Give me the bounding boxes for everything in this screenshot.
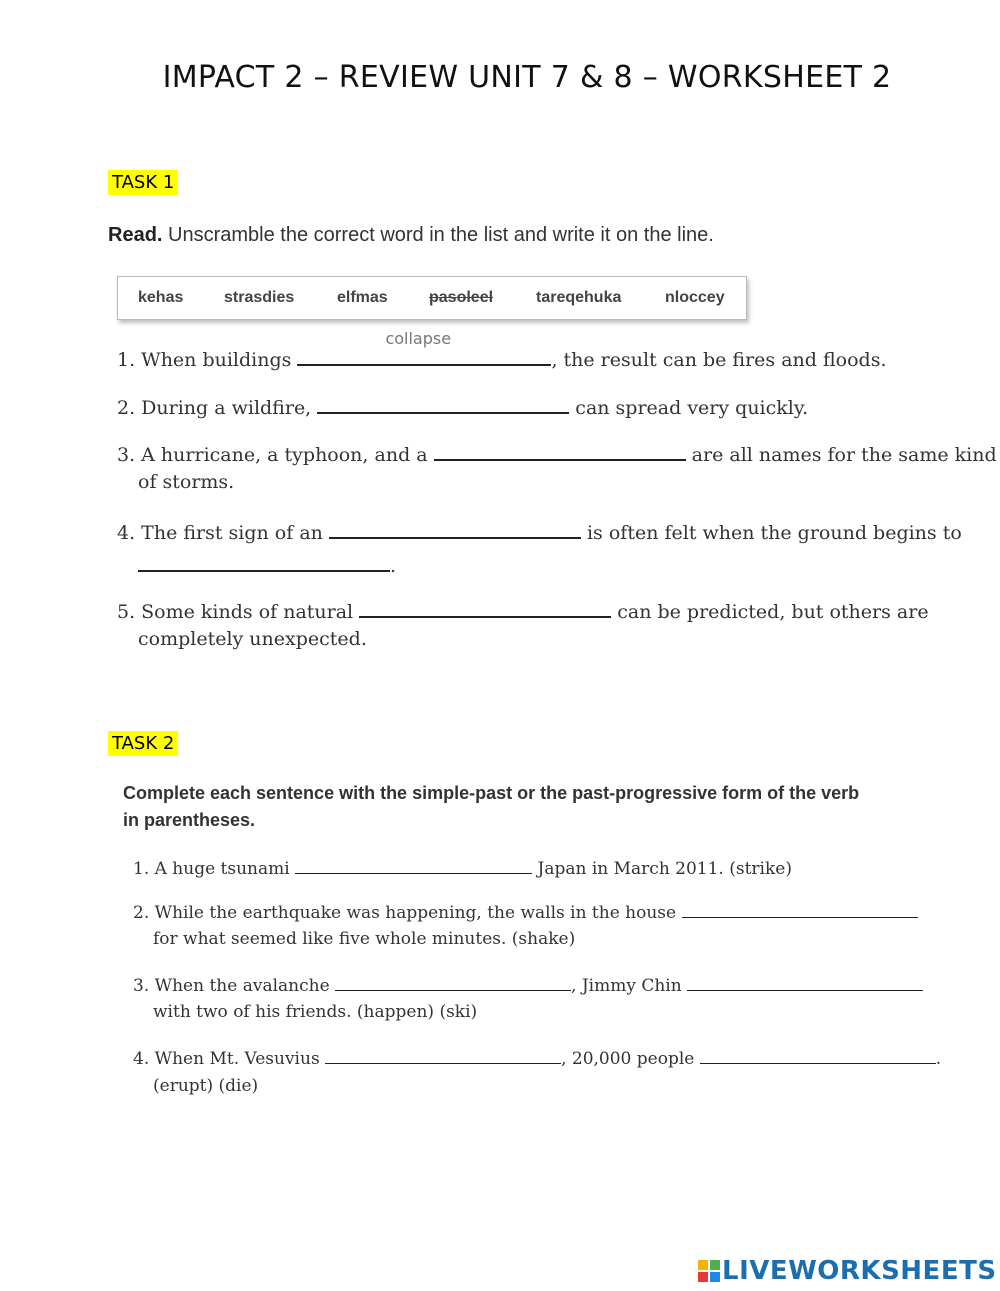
task1-instruction-bold: Read. [108, 224, 163, 246]
filled-answer: collapse [385, 329, 452, 348]
liveworksheets-logo [698, 1256, 997, 1286]
item-text: 3. A hurricane, a typhoon, and a [117, 444, 434, 466]
item-text: can spread very quickly. [569, 397, 809, 419]
item-text: , the result can be fires and floods. [551, 349, 887, 371]
item-text: , Jimmy Chin [571, 976, 688, 996]
item-text: 5. Some kinds of natural [117, 601, 360, 623]
answer-blank-t2-1[interactable] [295, 856, 532, 874]
task1-item-2 [117, 393, 808, 419]
word-bank-item: nloccey [665, 289, 725, 306]
task1-label: TASK 1 [108, 170, 178, 195]
answer-blank-t2-6[interactable] [700, 1046, 936, 1064]
word-bank [117, 276, 747, 320]
item-text: Japan in March 2011. (strike) [532, 859, 792, 879]
task1-item-4-cont [138, 551, 396, 577]
word-bank-item: tareqehuka [536, 289, 622, 306]
answer-blank-4[interactable] [329, 518, 581, 539]
task1-instruction-text: Unscramble the correct word in the list and write it on the line. [162, 224, 714, 246]
answer-blank-t2-2[interactable] [682, 900, 918, 918]
task2-item-2 [133, 900, 918, 923]
task1-item-3-cont: of storms. [138, 471, 235, 493]
task2-label: TASK 2 [108, 731, 178, 756]
item-text: can be predicted, but others are [611, 601, 929, 623]
answer-blank-1[interactable] [297, 329, 551, 366]
word-bank-item: elfmas [337, 289, 388, 306]
word-bank-item: strasdies [224, 289, 295, 306]
task1-item-5-cont: completely unexpected. [138, 628, 367, 650]
item-text: . [390, 555, 397, 577]
item-text: are all names for the same kind [685, 444, 997, 466]
item-text: 4. When Mt. Vesuvius [133, 1049, 326, 1069]
item-text: 1. When buildings [117, 349, 298, 371]
item-text: 1. A huge tsunami [133, 859, 296, 879]
answer-blank-t2-5[interactable] [325, 1046, 561, 1064]
word-bank-item-used: pasoleel [429, 289, 494, 306]
task2-item-2-cont: for what seemed like five whole minutes. (shake) [153, 929, 576, 949]
answer-blank-2[interactable] [317, 393, 569, 414]
answer-blank-6[interactable] [359, 597, 611, 618]
task1-item-1 [117, 329, 887, 371]
answer-blank-3[interactable] [434, 440, 686, 461]
item-text: 2. While the earthquake was happening, the walls in the house [133, 903, 682, 923]
task2-instruction-1: Complete each sentence with the simple-past or the past-progressive form of the verb [123, 783, 860, 803]
task1-item-4 [117, 518, 962, 544]
answer-blank-5[interactable] [138, 551, 390, 572]
liveworksheets-logo-icon [698, 1260, 720, 1282]
task1-instruction [108, 224, 714, 247]
worksheet-title: IMPACT 2 – REVIEW UNIT 7 & 8 – WORKSHEET 2 [162, 60, 892, 95]
task2-item-3-cont: with two of his friends. (happen) (ski) [153, 1002, 478, 1022]
item-text: , 20,000 people [561, 1049, 700, 1069]
task2-item-4-cont: (erupt) (die) [153, 1076, 259, 1096]
answer-blank-t2-3[interactable] [335, 973, 571, 991]
item-text: 3. When the avalanche [133, 976, 336, 996]
task2-item-3 [133, 973, 923, 996]
task2-item-1 [133, 856, 792, 879]
answer-blank-t2-4[interactable] [687, 973, 923, 991]
item-text: 2. During a wildfire, [117, 397, 318, 419]
task1-item-3 [117, 440, 997, 466]
logo-text: LIVEWORKSHEETS [722, 1256, 997, 1286]
task1-item-5 [117, 597, 929, 623]
item-text: is often felt when the ground begins to [580, 522, 962, 544]
task2-item-4 [133, 1046, 941, 1069]
task2-instruction-2: in parentheses. [123, 810, 256, 830]
item-text: 4. The first sign of an [117, 522, 329, 544]
item-text: . [935, 1049, 942, 1069]
word-bank-item: kehas [138, 289, 184, 306]
